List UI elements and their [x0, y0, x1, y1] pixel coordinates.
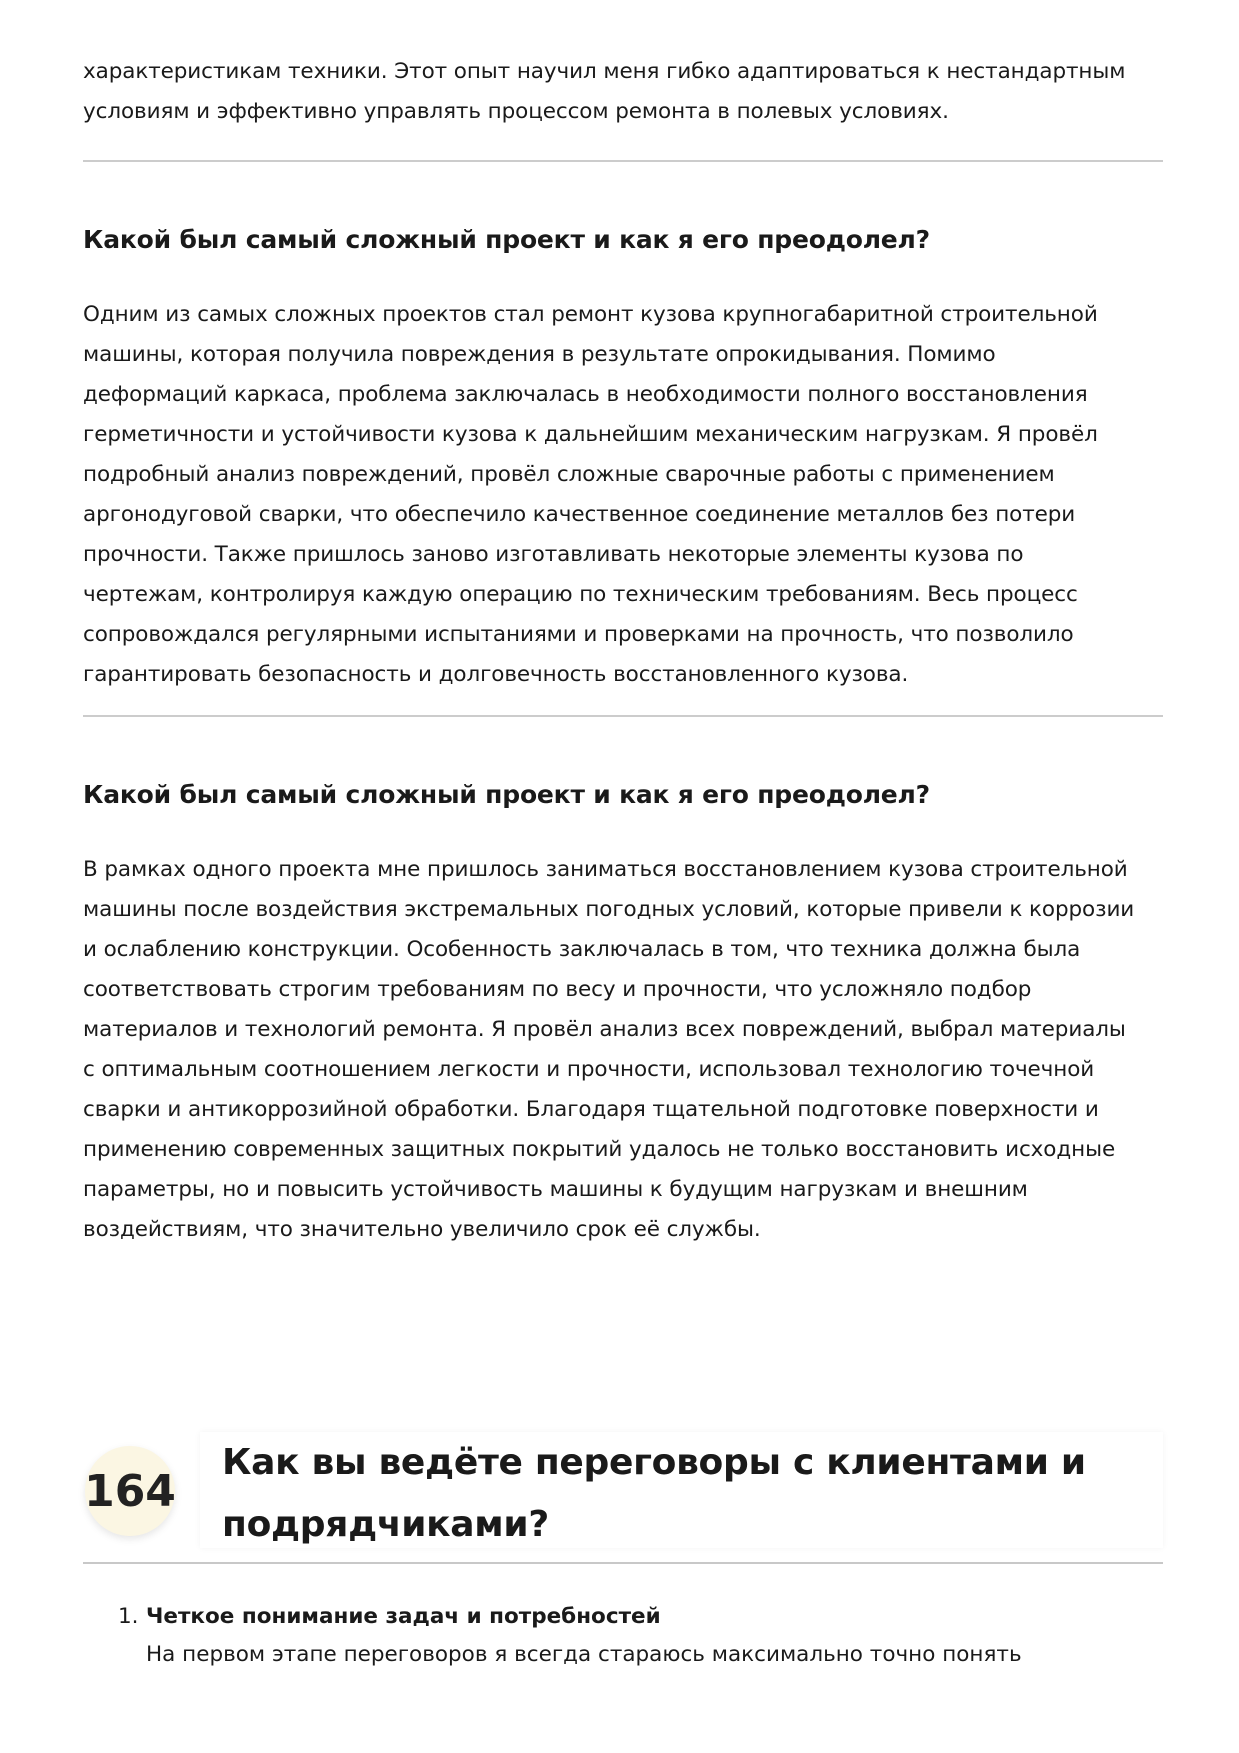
- section-paragraph: [83, 295, 1163, 695]
- paragraph-line: прочности. Также пришлось заново изготавливать некоторые элементы кузова по: [83, 542, 1024, 567]
- paragraph-line: применению современных защитных покрытий удалось не только восстановить исходные: [83, 1137, 1116, 1162]
- list-item-title: Четкое понимание задач и потребностей: [146, 1604, 661, 1629]
- intro-line: условиям и эффективно управлять процессом ремонта в полевых условиях.: [83, 99, 949, 124]
- paragraph-line: соответствовать строгим требованиям по весу и прочности, что усложняло подбор: [83, 977, 1032, 1002]
- paragraph-line: Одним из самых сложных проектов стал ремонт кузова крупногабаритной строительной: [83, 302, 1098, 327]
- paragraph-line: гарантировать безопасность и долговечность восстановленного кузова.: [83, 662, 909, 687]
- paragraph-line: чертежам, контролируя каждую операцию по техническим требованиям. Весь процесс: [83, 582, 1078, 607]
- section-divider: [83, 160, 1163, 162]
- paragraph-line: сварки и антикоррозийной обработки. Благодаря тщательной подготовке поверхности и: [83, 1097, 1099, 1122]
- paragraph-line: воздействиям, что значительно увеличило срок её службы.: [83, 1217, 761, 1242]
- list-item: [118, 1598, 1098, 1674]
- paragraph-line: машины, которая получила повреждения в результате опрокидывания. Помимо: [83, 342, 996, 367]
- question-block: [83, 1432, 1163, 1566]
- question-title-line: Как вы ведёте переговоры с клиентами и: [222, 1442, 1086, 1483]
- answer-list: [118, 1598, 1098, 1674]
- intro-line: характеристикам техники. Этот опыт научил меня гибко адаптироваться к нестандартным: [83, 59, 1126, 84]
- paragraph-line: машины после воздействия экстремальных погодных условий, которые привели к коррозии: [83, 897, 1135, 922]
- paragraph-line: материалов и технологий ремонта. Я провёл анализ всех повреждений, выбрал материалы: [83, 1017, 1126, 1042]
- paragraph-line: аргонодуговой сварки, что обеспечило качественное соединение металлов без потери: [83, 502, 1076, 527]
- section-paragraph: [83, 850, 1163, 1250]
- section-divider: [83, 715, 1163, 717]
- paragraph-line: сопровождался регулярными испытаниями и проверками на прочность, что позволило: [83, 622, 1074, 647]
- paragraph-line: деформаций каркаса, проблема заключалась в необходимости полного восстановления: [83, 382, 1088, 407]
- paragraph-line: параметры, но и повысить устойчивость машины к будущим нагрузкам и внешним: [83, 1177, 1028, 1202]
- question-title-line: подрядчиками?: [222, 1504, 549, 1545]
- paragraph-line: В рамках одного проекта мне пришлось заниматься восстановлением кузова строительной: [83, 857, 1128, 882]
- paragraph-line: подробный анализ повреждений, провёл сложные сварочные работы с применением: [83, 462, 1055, 487]
- paragraph-line: герметичности и устойчивости кузова к дальнейшим механическим нагрузкам. Я провёл: [83, 422, 1098, 447]
- intro-paragraph: [83, 52, 1163, 132]
- paragraph-line: и ослаблению конструкции. Особенность заключалась в том, что техника должна была: [83, 937, 1081, 962]
- section-heading: Какой был самый сложный проект и как я его преодолел?: [83, 780, 930, 809]
- paragraph-line: с оптимальным соотношением легкости и прочности, использовал технологию точечной: [83, 1057, 1095, 1082]
- question-title: [222, 1432, 1122, 1556]
- question-number-badge: 164: [85, 1446, 175, 1536]
- list-item-text: На первом этапе переговоров я всегда стараюсь максимально точно понять: [146, 1642, 1022, 1667]
- list-item-number: 1.: [118, 1604, 139, 1629]
- question-divider: [83, 1562, 1163, 1564]
- section-heading: Какой был самый сложный проект и как я его преодолел?: [83, 225, 930, 254]
